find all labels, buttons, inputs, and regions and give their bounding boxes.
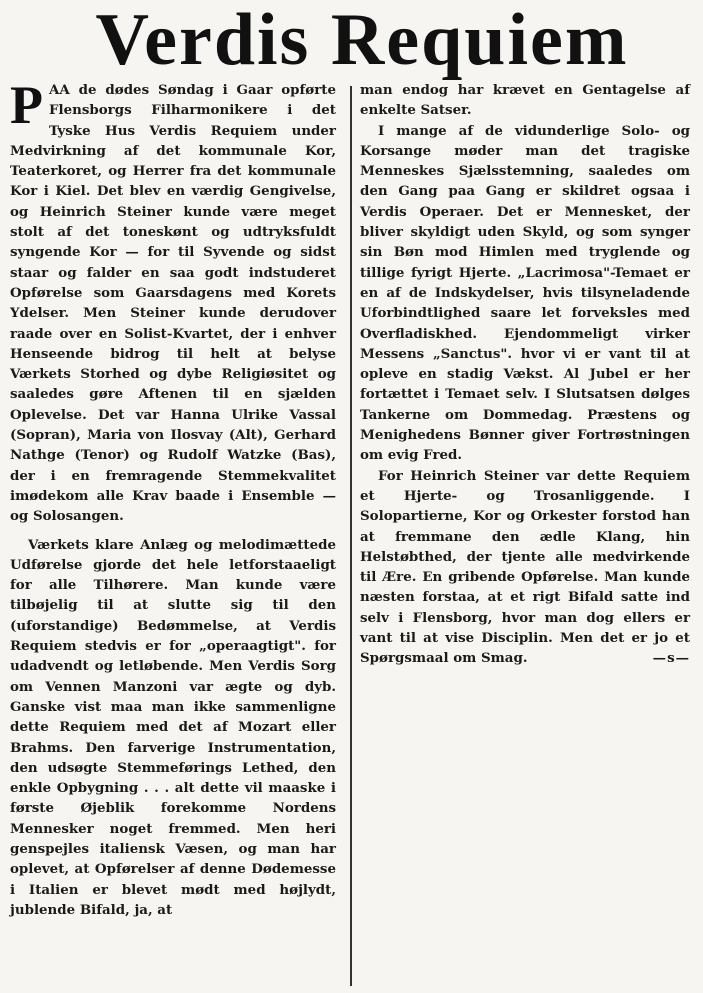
paragraph-3: I mange af de vidunderlige Solo- og Korsange møder man det tragiske Menneskes Sjælsstemning, saaledes om den Gang paa Gang er skildret ogsaa i Verdis Operaer. Det er Mennesket, der bliver skyldigt uden Skyld, og som synger sin Bøn mod Himlen med tryglende og tillige fyrigt Hjerte. „Lacrimosa"-Temaet er en af de Indskydelser, hvis tilsyneladende Uforbindtlighed saare let forveksles med Overfladiskhed. Ejendommeligt virker Messens „Sanctus". hvor vi er vant til at opleve en stadig Vækst. Al Jubel er her fortættet i Temaet selv. I Slutsatsen dølges Tankerne om Dommedag. Præstens og Menighedens Bønner giver Fortrøstningen om evig Fred. — [360, 122, 690, 464]
drop-cap: P — [10, 75, 43, 135]
paragraph-continued: man endog har krævet en Gentagelse af enkelte Satser. — [360, 82, 690, 119]
article-column-right — [360, 80, 690, 669]
paragraph-4 — [360, 466, 690, 669]
author-signature: —s— — [652, 650, 690, 667]
headline: Verdis Requiem — [95, 0, 629, 81]
paragraph-2: Værkets klare Anlæg og melodimættede Udførelse gjorde det hele letforstaaeligt for alle Tilhørere. Man kunde være tilbøjelig til at slutte sig til den (uforstandige) Bedømmelse, at Verdis Requiem stedvis er for „operaagtigt". for udadvendt og letløbende. Men Verdis Sorg om Vennen Manzoni var ægte og dyb. Ganske vist maa man ikke sammenligne dette Requiem med det af Mozart eller Brahms. Den farverige Instrumentation, den udsøgte Stemmeførings Lethed, den enkle Opbygning . . . alt dette vil maaske i første Øjeblik forekomme Nordens Mennesker noget fremmed. Men heri genspejles italiensk Væsen, og man har oplevet, at Opførelser af denne Dødemesse i Italien er blevet mødt med højlydt, jublende Bifald, ja, at — [10, 536, 336, 918]
column-divider — [350, 86, 352, 986]
paragraph-4-text: For Heinrich Steiner var dette Requiem et Hjerte- og Trosanliggende. I Solopartierne, Kor og Orkester forstod han at fremmane den ædle Klang, hin Helstøbthed, der tjente alle medvirkende til Ære. En gribende Opførelse. Man kunde næsten forstaa, at et rigt Bifald satte ind selv i Flensborg, hvor man dog ellers er vant til at vise Disciplin. Men det er jo et Spørgsmaal om Smag. — [360, 467, 690, 667]
paragraph-1 — [10, 75, 336, 527]
paragraph-1-text: AA de dødes Søndag i Gaar opførte Flensborgs Filharmonikere i det Tyske Hus Verdis Requiem under Medvirkning af det kommunale Kor, Teaterkoret, og Herrer fra det kommunale Kor i Kiel. Det blev en værdig Gengivelse, og Heinrich Steiner kunde være meget stolt af det toneskønt og udtryksfuldt syngende Kor — for til Syvende og sidst staar og falder en saa godt indstuderet Opførelse som Gaarsdagens med Korets Ydelser. Men Steiner kunde derudover raade over en Solist-Kvartet, der i enhver Henseende bidrog til helt at belyse Værkets Storhed og dybe Religiøsitet og saaledes gøre Aftenen til en sjælden Oplevelse. Det var Hanna Ulrike Vassal (Sopran), Maria von Ilosvay (Alt), Gerhard Nathge (Tenor) og Rudolf Watzke (Bas), der i en fremragende Stemmekvalitet imødekom alle Krav baade i Ensemble — og Solosangen. — [10, 82, 336, 525]
article-column-left — [10, 75, 336, 920]
